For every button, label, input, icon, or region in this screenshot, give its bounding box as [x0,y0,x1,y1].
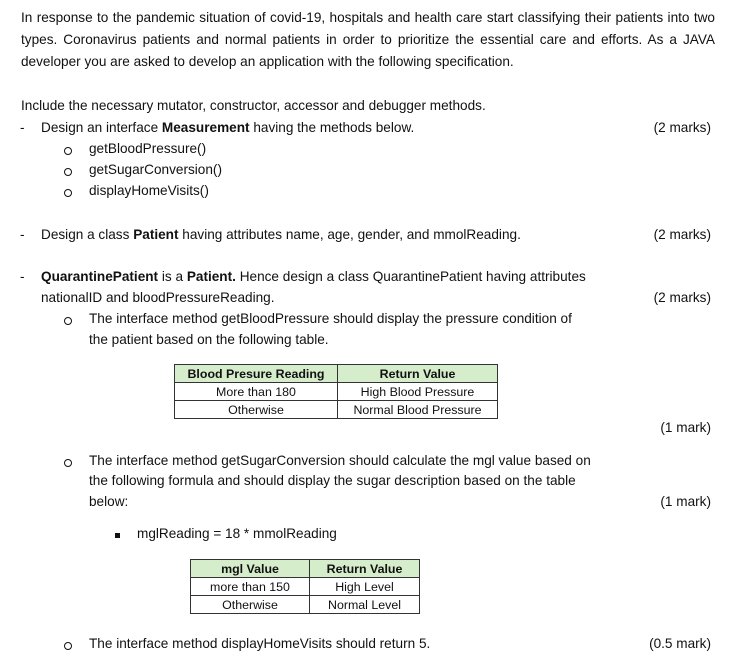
method-get-sugar-conversion: getSugarConversion() [89,162,222,177]
square-bullet-icon [115,533,120,538]
dash-bullet: - [20,227,25,242]
item3-marks: (2 marks) [653,290,711,305]
formula: mglReading = 18 * mmolReading [137,526,337,541]
sub2-line2: the following formula and should display the sugar description based on the table [89,473,576,488]
table-cell: more than 150 [191,578,310,596]
blood-pressure-table [174,364,498,419]
table-cell: Otherwise [191,596,310,614]
circle-bullet-icon [64,459,72,467]
method-get-blood-pressure: getBloodPressure() [89,141,207,156]
intro-paragraph: In response to the pandemic situation of covid-19, hospitals and health care start classifying their patients into two types. Coronavirus patients and normal patients in order to prioritize the essential care and efforts. As a JAVA developer you are asked to develop an application with the following specification. [21,10,715,69]
circle-bullet-icon [64,147,72,155]
sub2-marks: (1 mark) [660,494,711,509]
table-header-row [191,560,420,578]
method-display-home-visits: displayHomeVisits() [89,183,209,198]
sub3-text: The interface method displayHomeVisits should return 5. [89,636,431,651]
sub2-line1: The interface method getSugarConversion should calculate the mgl value based on [89,453,591,468]
table-cell: Otherwise [175,401,338,419]
item3-line2: nationalID and bloodPressureReading. [41,290,275,305]
table-cell: Normal Blood Pressure [338,401,498,419]
dash-bullet: - [20,120,25,135]
item1-text: Design an interface Measurement having the methods below. [41,120,415,135]
circle-bullet-icon [64,168,72,176]
table-header-cell: Return Value [338,365,498,383]
table-cell: High Level [310,578,420,596]
table-header-cell: Return Value [310,560,420,578]
item2-marks: (2 marks) [653,227,711,242]
circle-bullet-icon [64,189,72,197]
sub3-marks: (0.5 mark) [649,636,711,651]
sub1-line2: the patient based on the following table. [89,332,329,347]
table-row [191,578,420,596]
table-cell: Normal Level [310,596,420,614]
sub1-line1: The interface method getBloodPressure should display the pressure condition of [89,311,572,326]
mgl-table [190,559,420,614]
table-row [175,383,498,401]
dash-bullet: - [20,269,25,284]
item1-marks: (2 marks) [653,120,711,135]
circle-bullet-icon [64,642,72,650]
table-row [175,401,498,419]
table-row [191,596,420,614]
item3-line1: QuarantinePatient is a Patient. Hence design a class QuarantinePatient having attributes [41,269,586,284]
circle-bullet-icon [64,317,72,325]
table-cell: High Blood Pressure [338,383,498,401]
table-header-cell: Blood Presure Reading [175,365,338,383]
table-header-row [175,365,498,383]
include-instruction: Include the necessary mutator, constructor, accessor and debugger methods. [21,98,486,113]
table-cell: More than 180 [175,383,338,401]
item2-text: Design a class Patient having attributes name, age, gender, and mmolReading. [41,227,521,242]
sub2-line3: below: [89,494,129,509]
table-header-cell: mgl Value [191,560,310,578]
sub1-marks: (1 mark) [660,420,711,435]
